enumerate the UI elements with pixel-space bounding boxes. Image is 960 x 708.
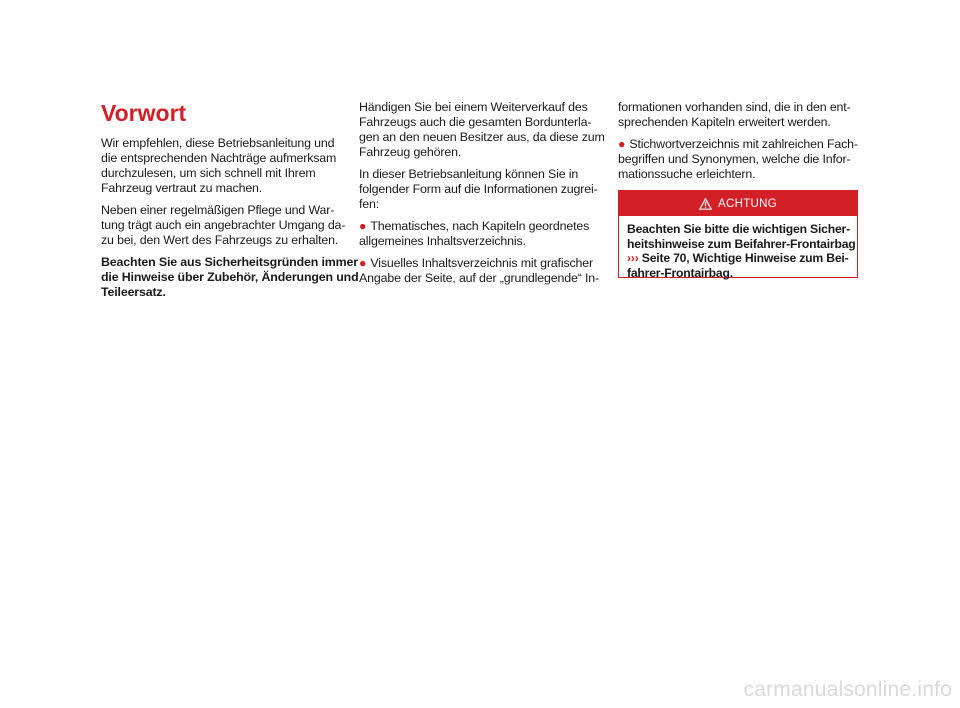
list-item-text: Thematisches, nach Kapiteln geordnetes — [370, 219, 590, 233]
cross-reference-arrow-icon: ››› — [627, 251, 639, 265]
text-line: fen: — [359, 197, 380, 211]
page-title: Vorwort — [101, 100, 187, 126]
text-line: sprechenden Kapiteln erweitert werden. — [618, 115, 831, 129]
intro-paragraph — [101, 136, 345, 196]
info-paragraph — [359, 167, 603, 212]
resale-paragraph — [359, 100, 603, 160]
text-line: Fahrzeug gehören. — [359, 145, 462, 159]
cross-reference-link[interactable]: Seite 70, Wichtige Hinweise zum Bei- — [638, 251, 849, 265]
text-line: Wir empfehlen, diese Betriebsanleitung und — [101, 136, 335, 150]
column-1 — [101, 100, 359, 307]
text-line: Neben einer regelmäßigen Pflege und War- — [101, 203, 335, 217]
continuation-paragraph — [618, 100, 862, 130]
care-paragraph — [101, 203, 345, 248]
text-line — [359, 256, 603, 271]
text-line — [359, 219, 603, 234]
bullet-icon: ● — [359, 256, 367, 270]
warning-triangle-icon — [699, 198, 712, 210]
text-line: fahrer-Frontairbag. — [627, 265, 733, 280]
text-line: gen an den neuen Besitzer aus, da diese zum — [359, 130, 605, 144]
text-line: In dieser Betriebsanleitung können Sie in — [359, 167, 579, 181]
text-line: durchzulesen, um sich schnell mit Ihrem — [101, 166, 316, 180]
column-2 — [359, 100, 603, 293]
warning-label: ACHTUNG — [718, 197, 777, 210]
column-3 — [618, 100, 862, 189]
list-item — [359, 219, 603, 249]
text-line — [618, 137, 862, 152]
text-line: Händigen Sie bei einem Weiterverkauf des — [359, 100, 588, 114]
text-line: Beachten Sie bitte die wichtigen Sicher- — [627, 222, 850, 236]
text-line: Beachten Sie aus Sicherheitsgründen immer — [101, 255, 358, 269]
text-line: Fahrzeug vertraut zu machen. — [101, 181, 263, 195]
text-line — [627, 251, 849, 266]
text-line: Teileersatz. — [101, 285, 166, 299]
bullet-icon: ● — [359, 219, 367, 233]
list-item — [359, 256, 603, 286]
text-line: zu bei, den Wert des Fahrzeugs zu erhalten. — [101, 233, 339, 247]
text-line: formationen vorhanden sind, die in den ent- — [618, 100, 851, 114]
text-line: mationssuche erleichtern. — [618, 167, 756, 181]
warning-header — [619, 191, 857, 216]
text-line: folgender Form auf die Informationen zugrei- — [359, 182, 598, 196]
list-item-text: Visuelles Inhaltsverzeichnis mit grafischer — [370, 256, 593, 270]
list-item-text: Stichwortverzeichnis mit zahlreichen Fach- — [629, 137, 858, 151]
text-line: allgemeines Inhaltsverzeichnis. — [359, 234, 526, 248]
text-line: die entsprechenden Nachträge aufmerksam — [101, 151, 337, 165]
bullet-icon: ● — [618, 137, 626, 151]
text-line: Angabe der Seite, auf der „grundlegende“ In- — [359, 271, 600, 285]
watermark: carmanualsonline.info — [743, 678, 952, 701]
text-line: die Hinweise über Zubehör, Änderungen und — [101, 270, 359, 284]
text-line: begriffen und Synonymen, welche die Infor- — [618, 152, 851, 166]
text-line: heitshinweise zum Beifahrer-Frontairbag — [627, 236, 856, 251]
text-line: tung trägt auch ein angebrachter Umgang da- — [101, 218, 346, 232]
list-item — [618, 137, 862, 182]
text-line: Fahrzeugs auch die gesamten Bordunterla- — [359, 115, 592, 129]
safety-paragraph — [101, 255, 359, 300]
warning-text — [619, 216, 857, 280]
warning-box — [618, 190, 858, 278]
